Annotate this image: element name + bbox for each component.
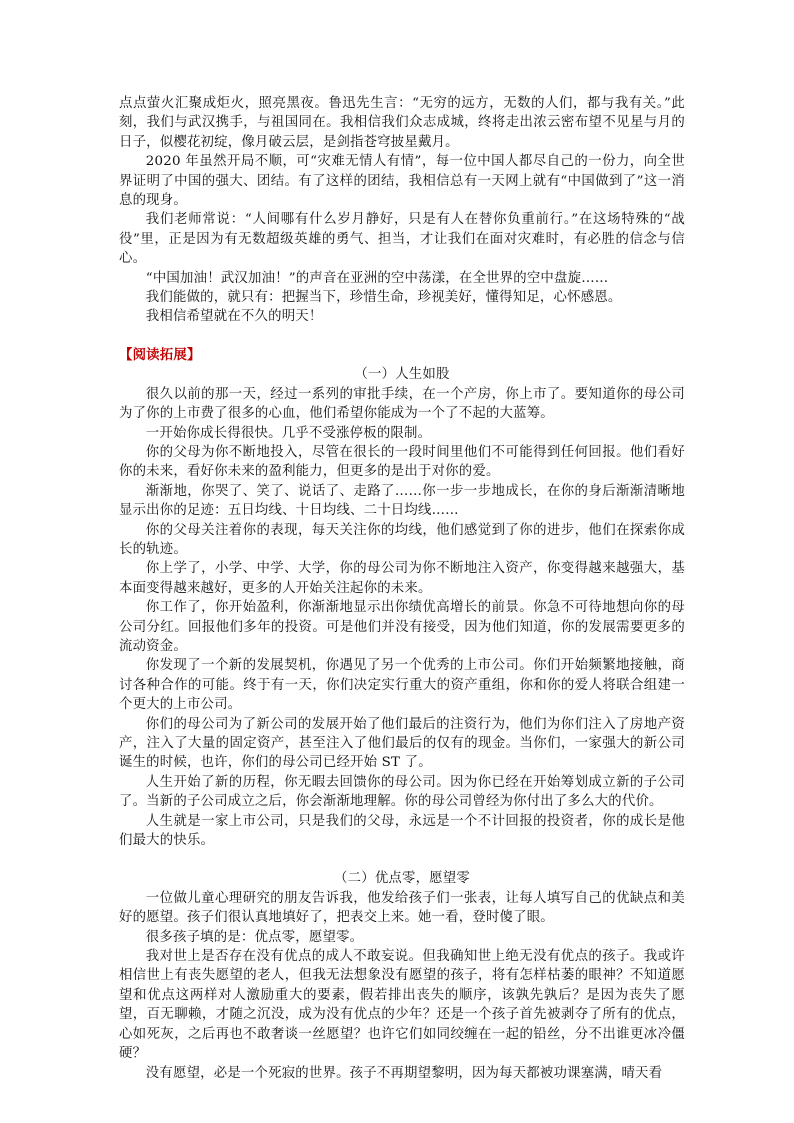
paragraph: 人生就是一家上市公司，只是我们的父母，永远是一个不计回报的投资者，你的成长是他们最大的快乐。 [119, 813, 685, 849]
paragraph: 你的父母关注着你的表现，每天关注你的均线，他们感觉到了你的进步，他们在探索你成长的轨迹。 [119, 522, 685, 557]
paragraph: 一开始你成长得很快。几乎不受涨停板的限制。 [145, 425, 432, 441]
paragraph: 你们的母公司为了新公司的发展开始了他们最后的注资行为，他们为你们注入了房地产资产，注入了大量的固定资产，甚至注入了他们最后的仅有的现金。当你们，一家强大的新公司诞生的时候，也许，你们的母公司已经开始 ST 了。 [119, 716, 685, 771]
paragraph: 你工作了，你开始盈利，你渐渐地显示出你绩优高增长的前景。你急不可待地想向你的母公司分红。回报他们多年的投资。可是他们并没有接受，因为他们知道，你的发展需要更多的流动资金。 [119, 600, 685, 654]
paragraph: 很久以前的那一天，经过一系列的审批手续，在一个产房，你上市了。要知道你的母公司为了你的上市费了很多的心血，他们希望你能成为一个了不起的大蓝筹。 [119, 386, 685, 422]
paragraph: 没有愿望，必是一个死寂的世界。孩子不再期望黎明，因为每天都被功课塞满，晴天看 [145, 1065, 663, 1081]
paragraph: 点点萤火汇聚成炬火，照亮黑夜。鲁迅先生言：“无穷的远方，无数的人们，都与我有关。”此刻，我们与武汉携手，与祖国同在。我相信我们众志成城，终将走出浓云密布望不见星与月的日子，似樱花初绽，像月破云层，是剑指苍穹披星戴月。 [119, 96, 685, 150]
paragraph: 2020 年虽然开局不顺，可“灾难无情人有情”，每一位中国人都尽自己的一份力，向全世界证明了中国的强大、团结。有了这样的团结，我相信总有一天网上就有“中国做到了”这一消息的现身。 [119, 154, 685, 209]
paragraph: 你的父母为你不断地投入，尽管在很长的一段时间里他们不可能得到任何回报。他们看好你的未来，看好你未来的盈利能力，但更多的是出于对你的爱。 [119, 444, 685, 480]
paragraph: 我们老师常说：“人间哪有什么岁月静好，只是有人在替你负重前行。”在这场特殊的“战役”里，正是因为有无数超级英雄的勇气、担当，才让我们在面对灾难时，有必胜的信念与信心。 [119, 212, 685, 267]
paragraph: 我们能做的，就只有：把握当下，珍惜生命，珍视美好，懂得知足，心怀感恩。 [145, 290, 622, 306]
document-page [119, 94, 685, 1083]
story-title-2: （二）优点零，愿望零 [334, 871, 470, 887]
spacer [119, 850, 685, 869]
paragraph: 我相信希望就在不久的明天！ [145, 309, 323, 325]
paragraph: 我对世上是否存在没有优点的成人不敢妄说。但我确知世上绝无没有优点的孩子。我或许相信世上有丧失愿望的老人，但我无法想象没有愿望的孩子，将有怎样枯萎的眼神？不知道愿望和优点这两样对人激励重大的要素，假若排出丧失的顺序，该孰先孰后？是因为丧失了愿望，百无聊赖，才随之沉没，成为没有优点的少年？还是一个孩子首先被剥夺了所有的优点，心如死灰，之后再也不敢奢谈一丝愿望？也许它们如同绞缠在一起的铅丝，分不出谁更冰冷僵硬？ [119, 949, 685, 1062]
paragraph: 渐渐地，你哭了、笑了、说话了、走路了……你一步一步地成长，在你的身后渐渐清晰地显示出你的足迹：五日均线、十日均线、二十日均线…… [119, 483, 685, 519]
paragraph: 很多孩子填的是：优点零，愿望零。 [145, 929, 364, 945]
section-label-reading-extension: 【阅读拓展】 [119, 346, 201, 363]
story-title-1: （一）人生如股 [354, 367, 450, 383]
paragraph: “中国加油！武汉加油！”的声音在亚洲的空中荡漾，在全世界的空中盘旋…… [145, 270, 609, 286]
paragraph: 你上学了，小学、中学、大学，你的母公司为你不断地注入资产，你变得越来越强大，基本面变得越来越好，更多的人开始关注起你的未来。 [119, 561, 685, 596]
paragraph: 你发现了一个新的发展契机，你遇见了另一个优秀的上市公司。你们开始频繁地接触，商讨各种合作的可能。终于有一天，你们决定实行重大的资产重组，你和你的爱人将联合组建一个更大的上市公司。 [119, 658, 685, 713]
paragraph: 一位做儿童心理研究的朋友告诉我，他发给孩子们一张表，让每人填写自己的优缺点和美好的愿望。孩子们很认真地填好了，把表交上来。她一看，登时傻了眼。 [119, 890, 685, 926]
paragraph: 人生开始了新的历程，你无暇去回馈你的母公司。因为你已经在开始筹划成立新的子公司了。当新的子公司成立之后，你会渐渐地理解。你的母公司曾经为你付出了多么大的代价。 [119, 774, 685, 810]
